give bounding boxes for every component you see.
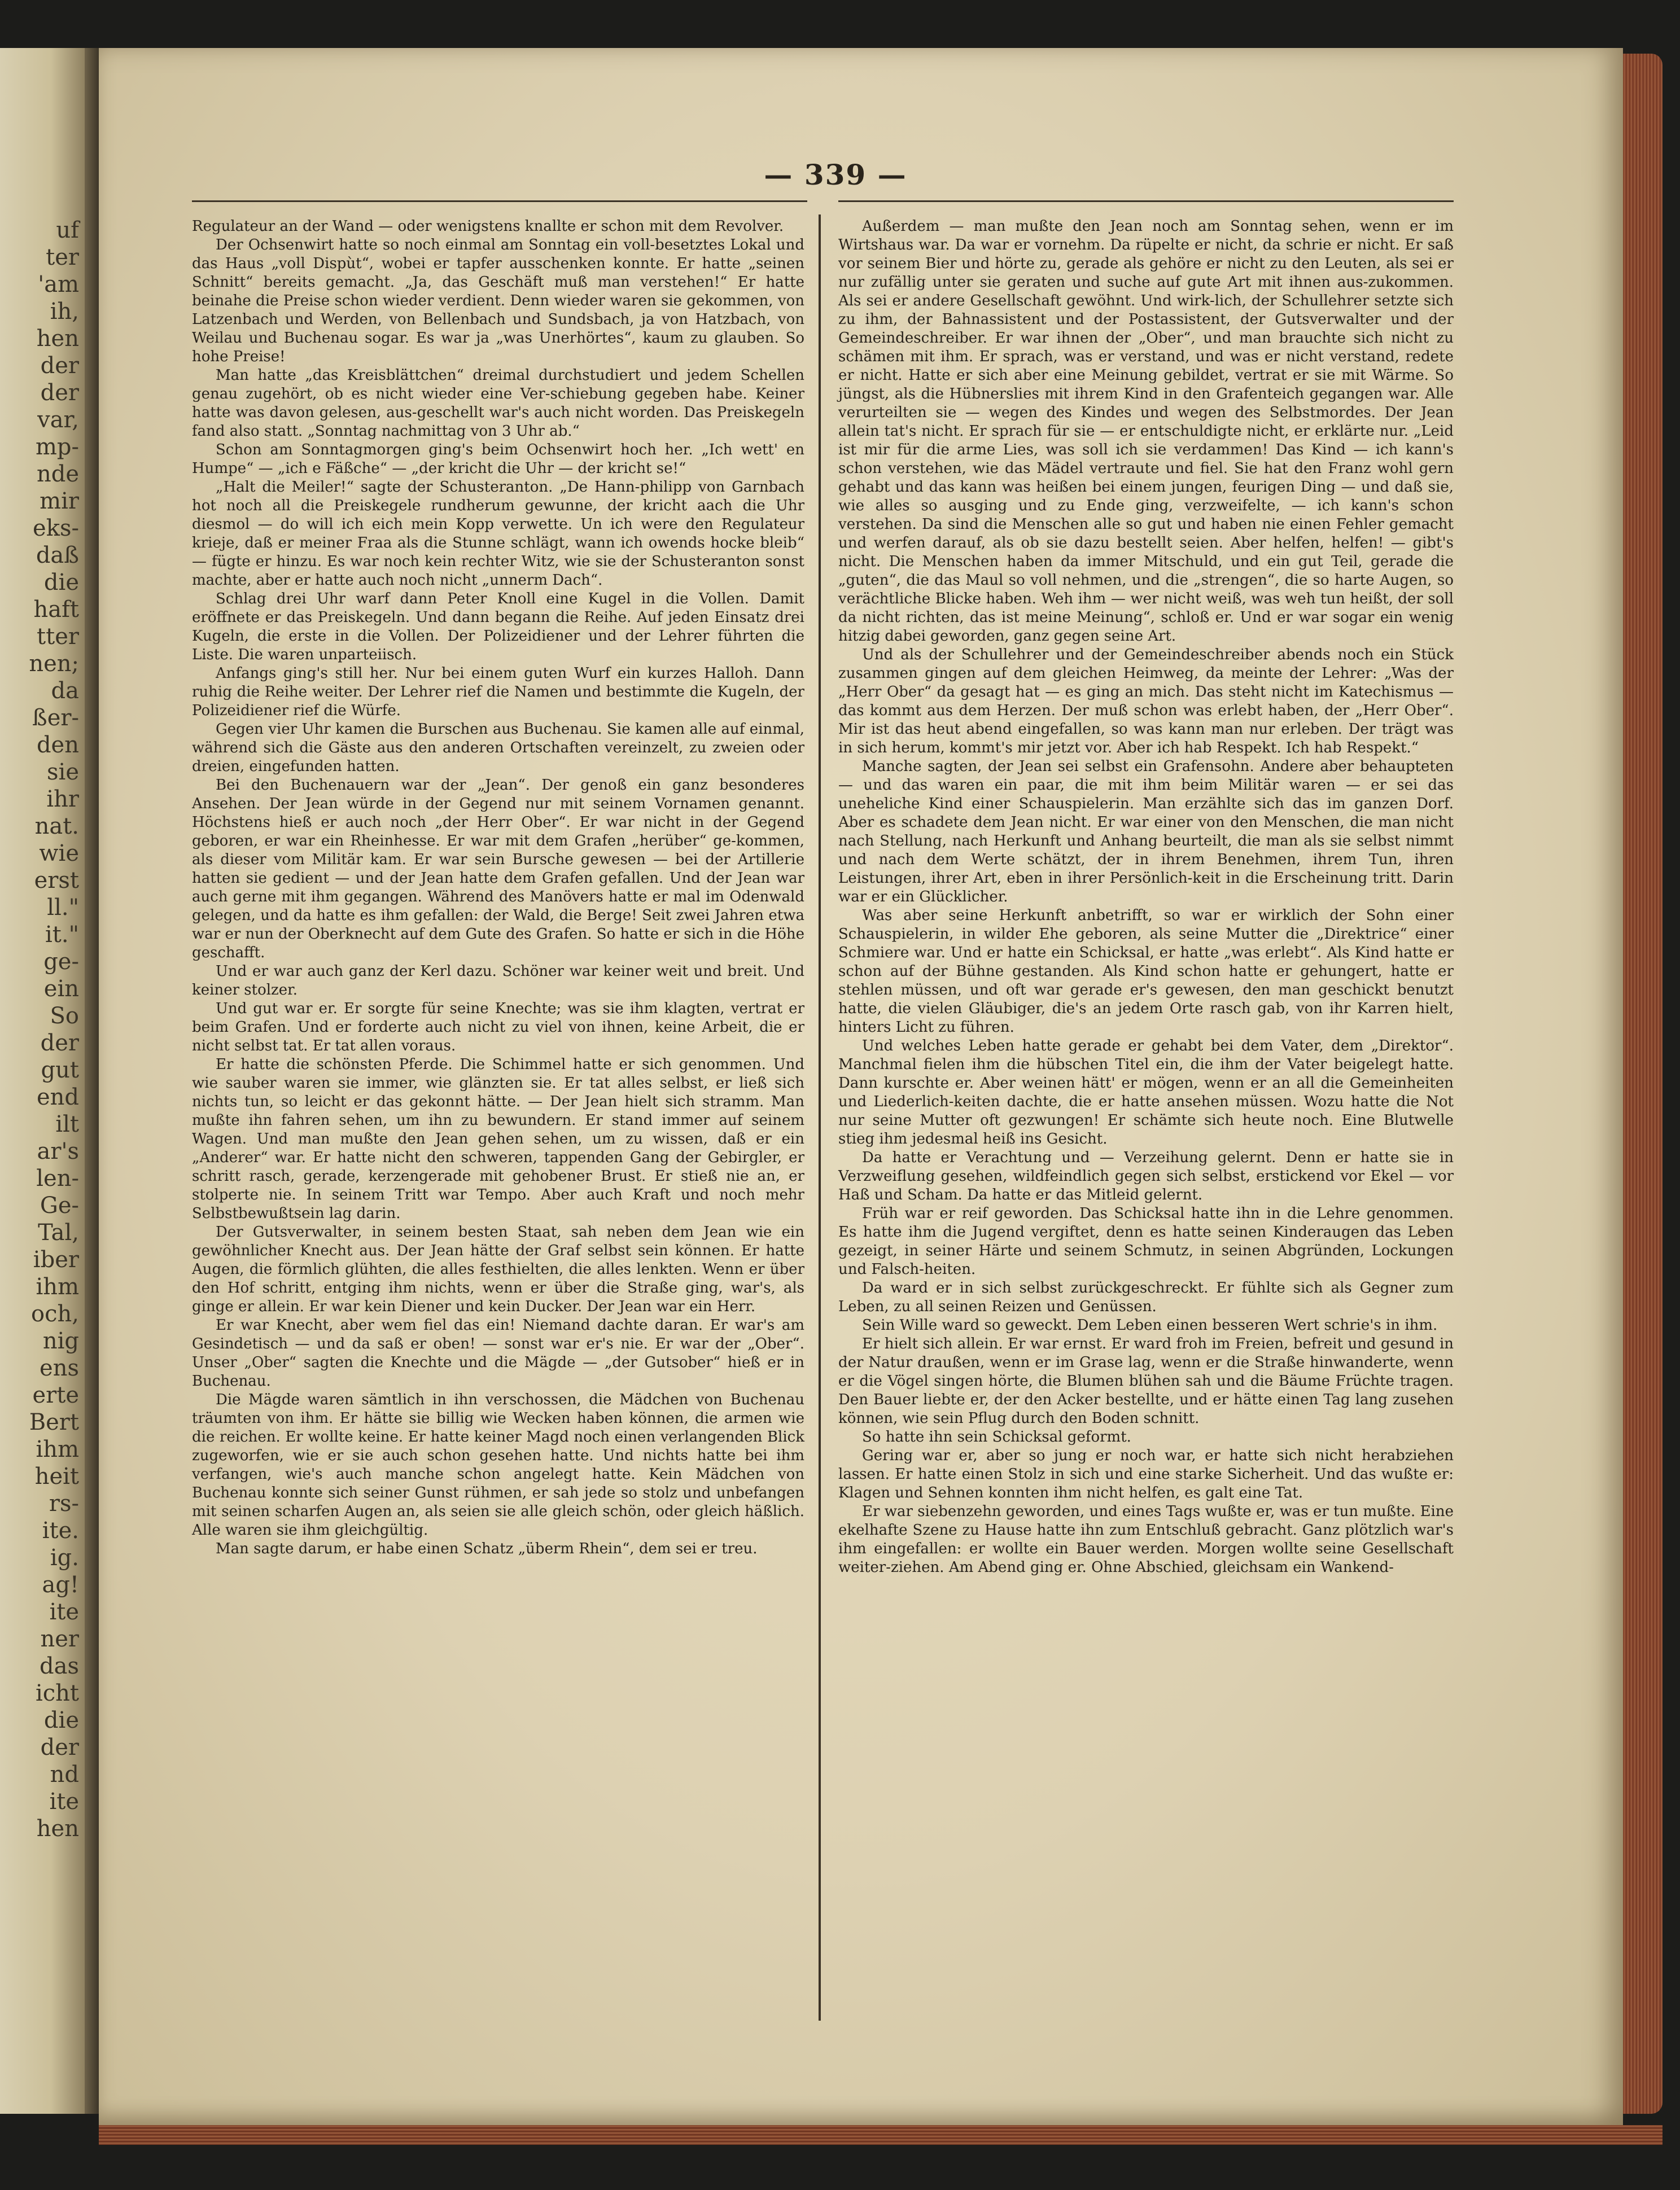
previous-page-text-fragment: och,	[31, 1301, 79, 1327]
previous-page-text-fragment: ite	[49, 1789, 79, 1815]
previous-page-text-fragment: ll."	[47, 895, 79, 921]
paragraph: Schon am Sonntagmorgen ging's beim Ochsenwirt hoch her. „Ich wett' en Humpe“ — „ich e Fäßche“ — „der kricht die Uhr — der kricht se!“	[192, 441, 804, 477]
previous-page-text-fragment: nen;	[29, 651, 79, 677]
previous-page-text-fragment: ihr	[46, 786, 79, 812]
previous-page-text-fragment: mir	[40, 488, 79, 514]
previous-page-text-fragment: So	[50, 1003, 79, 1029]
previous-page-text-fragment: var,	[37, 407, 79, 433]
previous-page-text-fragment: die	[43, 570, 79, 595]
text-column-left	[192, 217, 804, 1558]
paragraph: Gegen vier Uhr kamen die Burschen aus Buchenau. Sie kamen alle auf einmal, während sich die Gäste aus den anderen Ortschaften vereinzelt, zu zweien oder dreien, eingefunden hatten.	[192, 721, 804, 775]
previous-page-text-fragment: nde	[36, 461, 79, 487]
previous-page-text-fragment: Ge-	[40, 1193, 79, 1219]
paragraph: So hatte ihn sein Schicksal geformt.	[862, 1429, 1131, 1446]
header-rule-left	[192, 200, 807, 202]
previous-page-text-fragment: daß	[36, 542, 79, 568]
paragraph: Was aber seine Herkunft anbetrifft, so war er wirklich der Sohn einer Schauspielerin, in wilder Ehe geboren, als seine Mutter die „Direktrice“ einer Schmiere war. Und er hatte ein Schicksal, er hatte „was erlebt“. Als Kind hatte er schon auf der Bühne gestanden. Als Kind schon hatte er gehungert, hatte er stehlen müssen, und oft war gerade er's gewesen, den man geschickt benutzt hatte, die vielen Gläubiger, die's an jedem Orte rasch gab, von ihr Karren hielt, hinters Licht zu führen.	[838, 907, 1454, 1036]
paragraph: Der Ochsenwirt hatte so noch einmal am Sonntag ein voll-besetztes Lokal und das Haus „voll Dispùt“, wobei er tapfer ausschenken konnte. Er hatte „seinen Schnitt“ bereits gemacht. „Ja, das Geschäft muß man verstehen!“ Er hatte beinahe die Preise schon wieder verdient. Denn wieder waren sie gekommen, von Latzenbach und Werden, von Bellenbach und Sundsbach, ja von Hatzbach, von Weilau und Buchenau sogar. Es war ja „was Unerhörtes“, kaum zu glauben. So hohe Preise!	[192, 236, 804, 365]
paragraph: Da hatte er Verachtung und — Verzeihung gelernt. Denn er hatte sie in Verzweiflung gesehen, wildfeindlich gegen sich selbst, erstickend vor Ekel — vor Haß und Scham. Da hatte er das Mitleid gelernt.	[838, 1149, 1454, 1203]
previous-page-text-fragment: das	[40, 1653, 79, 1679]
previous-page-text-fragment: 'am	[38, 271, 79, 297]
previous-page-text-fragment: erte	[32, 1382, 79, 1408]
paragraph: Er war siebenzehn geworden, und eines Tags wußte er, was er tun mußte. Eine ekelhafte Szene zu Hause hatte ihn zum Entschluß gebracht. Ganz plötzlich war's ihm eingefallen: er wollte ein Bauer werden. Morgen wollte seine Gesellschaft weiter-ziehen. Am Abend ging er. Ohne Abschied, gleichsam ein Wankend-	[838, 1503, 1454, 1576]
paragraph: Regulateur an der Wand — oder wenigstens knallte er schon mit dem Revolver.	[192, 218, 784, 235]
previous-page-text-fragment: tter	[37, 624, 79, 650]
previous-page-text-fragment: end	[36, 1084, 79, 1110]
previous-page-text-fragment: iber	[33, 1247, 79, 1273]
column-divider	[819, 214, 821, 2021]
previous-page-text-fragment: ihm	[36, 1436, 79, 1462]
previous-page-edge	[0, 48, 85, 2114]
previous-page-text-fragment: ner	[40, 1626, 79, 1652]
previous-page-text-fragment: haft	[33, 597, 79, 623]
paragraph: Er hatte die schönsten Pferde. Die Schimmel hatte er sich genommen. Und wie sauber waren sie immer, wie glänzten sie. Er tat alles selbst, er ließ sich nichts tun, so leicht er das gekonnt hätte. — Der Jean hielt sich stramm. Man mußte ihn fahren sehen, um ihn zu bewundern. Er stand immer auf seinem Wagen. Und man mußte den Jean gehen sehen, um zu wissen, daß er ein „Anderer“ war. Er hatte nicht den schweren, tappenden Gang der Gebirgler, er schritt rasch, gerade, kerzengerade mit gehobener Brust. Er stieß nie an, er stolperte nie. In seinem Tritt war Tempo. Aber auch Kraft und noch mehr Selbstbewußtsein lag darin.	[192, 1056, 804, 1222]
paragraph: Manche sagten, der Jean sei selbst ein Grafensohn. Andere aber behaupteten — und das waren ein paar, die mit ihm beim Militär waren — er sei das uneheliche Kind einer Schauspielerin. Man erzählte sich das im ganzen Dorf. Aber es schadete dem Jean nicht. Er war einer von den Menschen, die man nicht nach Stellung, nach Herkunft und Anhang beurteilt, die man als sie selbst nimmt und nach dem Werte schätzt, der in ihrem Benehmen, ihrem Tun, ihren Leistungen, ihrer Art, eben in ihrer Persönlich-keit in die Erscheinung tritt. Darin war er ein Glücklicher.	[838, 758, 1454, 905]
previous-page-text-fragment: rs-	[49, 1491, 79, 1517]
previous-page-text-fragment: ilt	[55, 1111, 79, 1137]
previous-page-text-fragment: ite	[49, 1599, 79, 1625]
previous-page-text-fragment: len-	[36, 1166, 79, 1192]
paragraph: Anfangs ging's still her. Nur bei einem guten Wurf ein kurzes Halloh. Dann ruhig die Reihe weiter. Der Lehrer rief die Namen und bestimmte die Kugeln, der Polizeidiener rief die Würfe.	[192, 665, 804, 719]
paragraph: Und als der Schullehrer und der Gemeindeschreiber abends noch ein Stück zusammen gingen auf dem gleichen Heimweg, da meinte der Lehrer: „Was der „Herr Ober“ da gesagt hat — es ging an mich. Das steht nicht im Katechismus — das kommt aus dem Herzen. Der muß schon was erlebt haben, der „Herr Ober“. Mir ist das heut abend eingefallen, so was kann man nur erleben. Der trägt was in sich herum, kommt's mir jetzt vor. Aber ich hab Respekt. Ich hab Respekt.“	[838, 646, 1454, 756]
previous-page-text-fragment: ag!	[42, 1572, 79, 1598]
previous-page-text-fragment: nat.	[34, 813, 79, 839]
text-column-right	[838, 217, 1454, 1577]
paragraph: Man hatte „das Kreisblättchen“ dreimal durchstudiert und jedem Schellen genau zugehört, ob es nicht wieder eine Ver-schiebung gegeben habe. Keiner hatte was davon gelesen, aus-geschellt war's auch nicht worden. Das Preiskegeln fand also statt. „Sonntag nachmittag von 3 Uhr ab.“	[192, 367, 804, 440]
previous-page-text-fragment: ter	[46, 244, 79, 270]
paragraph: Sein Wille ward so geweckt. Dem Leben einen besseren Wert schrie's in ihm.	[862, 1317, 1438, 1334]
header-rule-right	[838, 200, 1454, 202]
paragraph: Man sagte darum, er habe einen Schatz „überm Rhein“, dem sei er treu.	[216, 1540, 758, 1557]
previous-page-text-fragment: nig	[42, 1328, 79, 1354]
previous-page-text-fragment: ar's	[37, 1138, 79, 1164]
previous-page-text-fragment: der	[40, 1735, 79, 1760]
previous-page-text-fragment: ite.	[42, 1518, 79, 1544]
previous-page-text-fragment: wie	[39, 840, 79, 866]
page-block-bottom	[99, 2125, 1663, 2145]
previous-page-text-fragment: hen	[36, 326, 79, 352]
paragraph: Schlag drei Uhr warf dann Peter Knoll eine Kugel in die Vollen. Damit eröffnete er das Preiskegeln. Und dann begann die Reihe. Auf jeden Einsatz drei Kugeln, die erste in die Vollen. Der Polizeidiener und der Lehrer führten die Liste. Die waren unparteiisch.	[192, 590, 804, 663]
paragraph: Und welches Leben hatte gerade er gehabt bei dem Vater, dem „Direktor“. Manchmal fielen ihm die hübschen Titel ein, die ihm der Vater beigelegt hatte. Dann kurschte er. Aber weinen hätt' er mögen, wenn er an all die Gemeinheiten und Liederlich-keiten dachte, die er hatte ansehen müssen. Wozu hatte die Not nur seine Mutter oft gezwungen! Er schämte sich heute noch. Eine Blutwelle stieg ihm jedesmal heiß ins Gesicht.	[838, 1037, 1454, 1147]
previous-page-text-fragment: sie	[47, 759, 79, 785]
book-gutter	[85, 48, 99, 2114]
previous-page-text-fragment: die	[43, 1707, 79, 1733]
previous-page-text-fragment: ih,	[50, 299, 79, 325]
page-number: — 339 —	[764, 158, 907, 191]
paragraph: Gering war er, aber so jung er noch war, er hatte sich nicht herabziehen lassen. Er hatte einen Stolz in sich und eine starke Sicherheit. Und das wußte er: Klagen und Sehnen konnten ihm nicht helfen, es galt eine Tat.	[838, 1447, 1454, 1501]
paragraph: Er hielt sich allein. Er war ernst. Er ward froh im Freien, befreit und gesund in der Natur draußen, wenn er im Grase lag, wenn er die Straße hinwanderte, wenn er die Vögel singen hörte, die Blumen blühen sah und die Bäume Früchte tragen. Den Bauer liebte er, der den Acker bestellte, und er hätte einen Tag lang zusehen können, wie sein Pflug durch den Boden schnitt.	[838, 1335, 1454, 1427]
previous-page-text-fragment: mp-	[35, 434, 79, 460]
previous-page-text-fragment: der	[40, 1030, 79, 1056]
paragraph: „Halt die Meiler!“ sagte der Schusteranton. „De Hann-philipp von Garnbach hot noch all die Preiskegele rundherum gewunne, der kricht aach die Uhr diesmol — do will ich eich mein Kopp verwette. Un ich were den Regulateur krieje, daß er meiner Fraa als die Stunne schlägt, wann ich owends hocke bleib“ — fügte er hinzu. Es war noch kein rechter Witz, wie sie der Schusteranton sonst machte, aber er hatte auch noch nicht „unnerm Dach“.	[192, 479, 804, 589]
paragraph: Früh war er reif geworden. Das Schicksal hatte ihn in die Lehre genommen. Es hatte ihm die Jugend vergiftet, denn es hatte seinen Kinderaugen das Leben gezeigt, in seiner Härte und seinem Schmutz, in seinen Abgründen, Lockungen und Falsch-heiten.	[838, 1205, 1454, 1278]
previous-page-text-fragment: it."	[45, 922, 79, 948]
previous-page-text-fragment: erst	[34, 868, 79, 893]
paragraph: Er war Knecht, aber wem fiel das ein! Niemand dachte daran. Er war's am Gesindetisch — und da saß er oben! — sonst war er's nie. Er war der „Ober“. Unser „Ober“ sagten die Knechte und die Mägde — „der Gutsober“ hieß er in Buchenau.	[192, 1317, 804, 1390]
paragraph: Die Mägde waren sämtlich in ihn verschossen, die Mädchen von Buchenau träumten von ihm. Er hätte sie billig wie Wecken haben können, die armen wie die reichen. Er wollte keine. Er hatte keiner Magd noch einen verlangenden Blick zugeworfen, wie er sie auch schon gesehen hatte. Und nichts hatte bei ihm verfangen, wie's auch manche schon angelegt hatte. Kein Mädchen von Buchenau konnte sich seiner Gunst rühmen, er sah jede so stolz und unbefangen mit seinen scharfen Augen an, als seien sie alle gleich schön, oder gleich häßlich. Alle waren sie ihm gleichgültig.	[192, 1391, 804, 1539]
previous-page-text-fragment: ein	[43, 976, 79, 1002]
previous-page-text-fragment: uf	[56, 217, 79, 243]
previous-page-text-fragment: eks-	[33, 515, 79, 541]
previous-page-text-fragment: der	[40, 380, 79, 406]
previous-page-text-fragment: Tal,	[38, 1220, 79, 1246]
paragraph: Da ward er in sich selbst zurückgeschreckt. Er fühlte sich als Gegner zum Leben, zu all seinen Reizen und Genüssen.	[838, 1280, 1454, 1315]
previous-page-text-fragment: ßer-	[32, 705, 79, 731]
previous-page-text-fragment: ge-	[43, 949, 79, 975]
previous-page-text-fragment: Bert	[29, 1409, 79, 1435]
previous-page-text-fragment: ihm	[36, 1274, 79, 1300]
previous-page-text-fragment: gut	[41, 1057, 79, 1083]
previous-page-text-fragment: da	[51, 678, 79, 704]
paragraph: Bei den Buchenauern war der „Jean“. Der genoß ein ganz besonderes Ansehen. Der Jean würde in der Gegend nur mit seinem Vornamen genannt. Höchstens hieß er auch noch „der Herr Ober“. Er war nicht in der Gegend geboren, er war ein Rheinhesse. Er war mit dem Grafen „herüber“ ge-kommen, als dieser vom Militär kam. Er war sein Bursche gewesen — bei der Artillerie hatten sie gedient — und der Jean hatte dem Grafen gefallen. Und der Jean war auch gerne mit ihm gegangen. Während des Manövers hatte er mal im Odenwald gelegen, und da hatte es ihm gefallen: der Wald, die Berge! Seit zwei Jahren etwa war er nun der Oberknecht auf dem Gute des Grafen. So hatte er sich in die Höhe geschafft.	[192, 777, 804, 961]
previous-page-text-fragment: den	[36, 732, 79, 758]
previous-page-text-fragment: der	[40, 353, 79, 379]
previous-page-text-fragment: ig.	[50, 1545, 79, 1571]
previous-page-text-fragment: icht	[35, 1680, 79, 1706]
previous-page-text-fragment: heit	[34, 1464, 79, 1490]
paragraph: Der Gutsverwalter, in seinem besten Staat, sah neben dem Jean wie ein gewöhnlicher Knecht aus. Der Jean hätte der Graf selbst sein können. Er hatte Augen, die förmlich glühten, die alles festhielten, die alles lenkten. Wenn er über den Hof schritt, entging ihm nichts, wenn er über die Straße ging, war's, als ginge er allein. Er war kein Diener und kein Ducker. Der Jean war ein Herr.	[192, 1224, 804, 1315]
previous-page-text-fragment: ens	[40, 1355, 79, 1381]
previous-page-text-fragment: hen	[36, 1816, 79, 1842]
page-block-edge	[1623, 54, 1663, 2114]
previous-page-text-fragment: nd	[50, 1762, 79, 1788]
paragraph: Außerdem — man mußte den Jean noch am Sonntag sehen, wenn er im Wirtshaus war. Da war er vornehm. Da rüpelte er nicht, da schrie er nicht. Er saß vor seinem Bier und hörte zu, gerade als gehöre er nicht zu den Leuten, als sei er nur zufällig unter sie geraten und suche auf gute Art mit ihnen aus-zukommen. Als sei er andere Gesellschaft gewöhnt. Und wirk-lich, der Schullehrer setzte sich zu ihm, der Bahnassistent und der Postassistent, der Gutsverwalter und der Gemeindeschreiber. Er war ihnen der „Ober“, und man brauchte sich nicht zu schämen mit ihm. Er sprach, was er verstand, und was er nicht verstand, redete er nicht. Hatte er sich aber eine Meinung gebildet, vertrat er sie mit Wärme. So jüngst, als die Hübnerslies mit ihrem Kind in den Grafenteich gegangen war. Alle verurteilten sie — wegen des Kindes und wegen des Selbstmordes. Der Jean allein tat's nicht. Er sprach für sie — er entschuldigte nicht, er erklärte nur. „Leid ist mir für die arme Lies, was soll ich sie verdammen! Das Kind — ich kann's schon verstehen, wie das Mädel vertraute und fiel. Sie hat den Franz wohl gern gehabt und das kann was heißen bei einem jungen, feurigen Ding — und daß sie, wie alles so ausging und zu Ende ging, verzweifelte, — ich kann's schon verstehen. Da sind die Menschen alle so gut und haben nie einen Fehler gemacht und werfen darauf, als ob sie dazu bestellt seien. Aber helfen, helfen! — gibt's nicht. Die Menschen haben da immer Mitschuld, und ein gut Teil, gerade die „guten“, die das Maul so voll nehmen, und die „strengen“, die so harte Augen, so verächtliche Blicke haben. Weh ihm — wer nicht weiß, was weh tun heißt, der soll da nicht richten, das ist meine Meinung“, schloß er. Und er war sogar ein wenig hitzig dabei geworden, ganz gegen seine Art.	[838, 218, 1454, 645]
paragraph: Und gut war er. Er sorgte für seine Knechte; was sie ihm klagten, vertrat er beim Grafen. Und er forderte auch nicht zu viel von ihnen, keine Arbeit, die er nicht selbst tat. Er tat allen voraus.	[192, 1000, 804, 1054]
paragraph: Und er war auch ganz der Kerl dazu. Schöner war keiner weit und breit. Und keiner stolzer.	[192, 963, 804, 998]
